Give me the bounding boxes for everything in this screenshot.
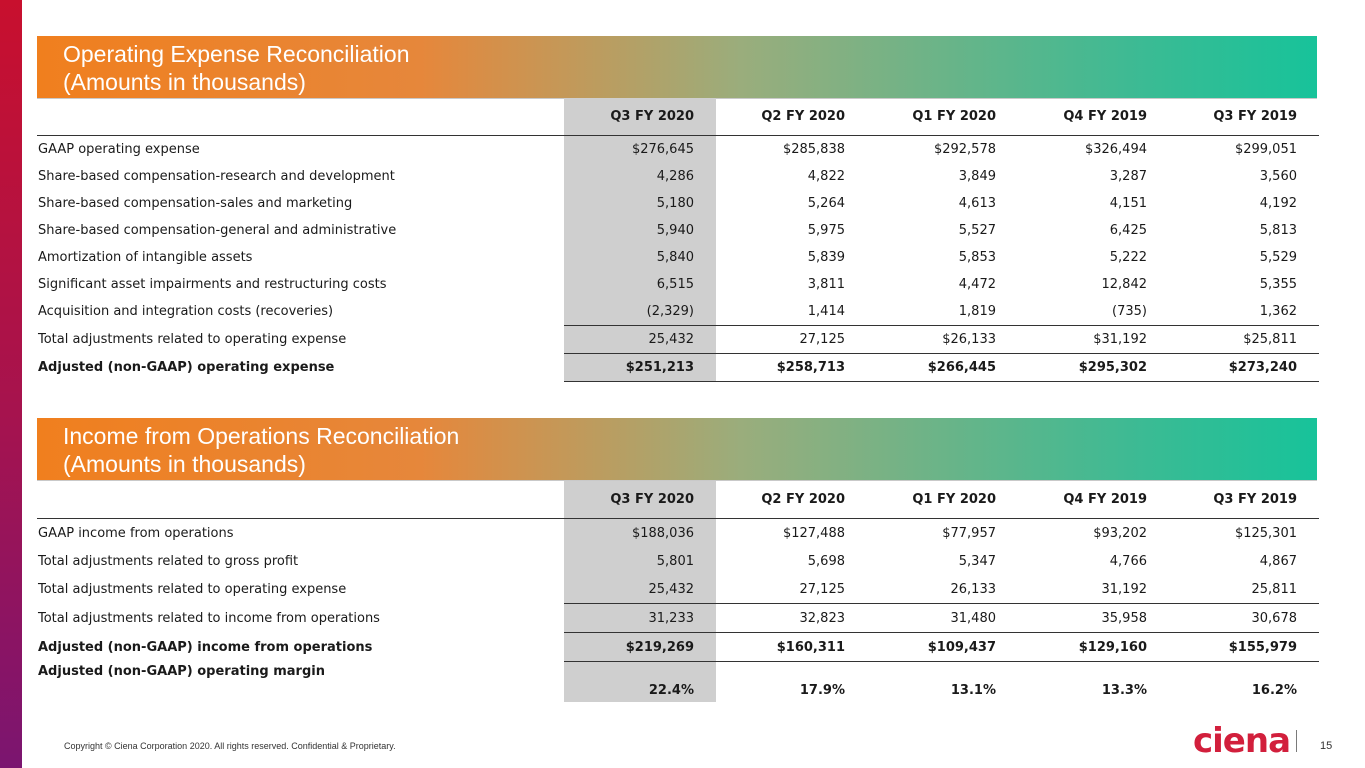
table-row — [37, 217, 1319, 244]
row-value: 4,822 — [807, 169, 845, 184]
copyright-text: Copyright © Ciena Corporation 2020. All rights reserved. Confidential & Proprietary. — [64, 741, 396, 751]
row-value: $188,036 — [564, 519, 716, 548]
row-value: 5,355 — [1259, 277, 1297, 292]
table-row — [37, 163, 1319, 190]
row-value: 5,813 — [1259, 223, 1297, 238]
opex-header-row — [37, 98, 1319, 136]
income-col-header: Q2 FY 2020 — [716, 481, 867, 519]
row-value: 5,839 — [807, 250, 845, 265]
table-row — [37, 136, 1319, 164]
left-accent-bar — [0, 0, 22, 768]
row-value: $285,838 — [782, 142, 845, 157]
row-value: $326,494 — [1084, 142, 1147, 157]
row-value: $31,192 — [1018, 326, 1169, 354]
row-value: 3,811 — [807, 277, 845, 292]
row-value: 4,472 — [958, 277, 996, 292]
row-label: Amortization of intangible assets — [38, 250, 253, 265]
row-label: GAAP income from operations — [38, 525, 234, 541]
income-title-line2: (Amounts in thousands) — [63, 451, 306, 477]
row-value: 5,975 — [807, 223, 845, 238]
row-value: $25,811 — [1169, 326, 1319, 354]
row-label: Share-based compensation-general and administrative — [38, 223, 397, 238]
row-value: 31,233 — [564, 604, 716, 633]
income-reconciliation-table — [37, 481, 1319, 702]
opex-section-banner — [37, 36, 1317, 99]
row-value: 13.3% — [1101, 682, 1147, 698]
row-value: 27,125 — [716, 326, 867, 354]
row-value: 12,842 — [1101, 277, 1147, 292]
opex-col-header: Q2 FY 2020 — [716, 98, 867, 136]
row-value: $125,301 — [1234, 525, 1297, 541]
table-row — [37, 298, 1319, 326]
row-label: Adjusted (non-GAAP) operating expense — [38, 360, 335, 375]
opex-header-label — [37, 98, 564, 136]
row-value: (2,329) — [564, 298, 716, 326]
table-row-margin — [37, 662, 1319, 702]
row-value: 22.4% — [564, 662, 716, 702]
row-value: $127,488 — [782, 525, 845, 541]
income-header-row — [37, 481, 1319, 519]
row-value: 6,515 — [564, 271, 716, 298]
row-label: Acquisition and integration costs (recoveries) — [38, 304, 334, 320]
row-value: 30,678 — [1169, 604, 1319, 633]
row-value: 25,811 — [1251, 581, 1297, 597]
row-value: $77,957 — [942, 525, 996, 541]
table-row — [37, 271, 1319, 298]
row-value: $295,302 — [1018, 354, 1169, 382]
table-row — [37, 575, 1319, 604]
row-value: 3,849 — [958, 169, 996, 184]
row-value: 13.1% — [950, 682, 996, 698]
income-col-header: Q3 FY 2020 — [564, 481, 716, 519]
table-row-adjusted — [37, 354, 1319, 382]
opex-title-line1: Operating Expense Reconciliation — [63, 41, 410, 67]
row-value: 5,180 — [564, 190, 716, 217]
row-value: 5,940 — [564, 217, 716, 244]
row-value: 35,958 — [1018, 604, 1169, 633]
income-col-header: Q1 FY 2020 — [867, 481, 1018, 519]
page-number: 15 — [1320, 740, 1333, 752]
row-value: 5,527 — [958, 223, 996, 238]
row-label: Share-based compensation-sales and marketing — [38, 196, 353, 211]
row-value: 26,133 — [950, 581, 996, 597]
row-label: GAAP operating expense — [38, 142, 200, 157]
row-label: Share-based compensation-research and development — [38, 169, 395, 184]
row-label: Adjusted (non-GAAP) income from operations — [38, 639, 373, 655]
row-value: $266,445 — [867, 354, 1018, 382]
row-value: 27,125 — [799, 581, 845, 597]
opex-col-header: Q3 FY 2019 — [1169, 98, 1319, 136]
row-value: 3,560 — [1259, 169, 1297, 184]
row-value: $219,269 — [564, 633, 716, 662]
row-value: $109,437 — [867, 633, 1018, 662]
row-value: 4,286 — [564, 163, 716, 190]
opex-section-title — [63, 40, 409, 96]
table-row — [37, 547, 1319, 575]
row-value: $299,051 — [1234, 142, 1297, 157]
row-value: $155,979 — [1169, 633, 1319, 662]
row-value: 32,823 — [716, 604, 867, 633]
income-col-header: Q3 FY 2019 — [1169, 481, 1319, 519]
row-value: $258,713 — [716, 354, 867, 382]
row-value: $273,240 — [1169, 354, 1319, 382]
row-value: $292,578 — [933, 142, 996, 157]
row-value: 5,698 — [807, 553, 845, 569]
ciena-logo: ciena — [1193, 721, 1291, 761]
row-value: 4,192 — [1259, 196, 1297, 211]
row-value: 1,362 — [1259, 304, 1297, 319]
row-value: $26,133 — [867, 326, 1018, 354]
row-value: 4,867 — [1259, 553, 1297, 569]
row-value: $129,160 — [1018, 633, 1169, 662]
income-section-title — [63, 422, 459, 478]
row-value: $93,202 — [1093, 525, 1147, 541]
row-value: 16.2% — [1251, 682, 1297, 698]
table-row — [37, 519, 1319, 548]
row-value: 5,840 — [564, 244, 716, 271]
income-section-banner — [37, 418, 1317, 481]
opex-title-line2: (Amounts in thousands) — [63, 69, 306, 95]
row-label: Significant asset impairments and restructuring costs — [38, 277, 387, 292]
row-label: Total adjustments related to operating expense — [38, 581, 347, 597]
row-value: 5,222 — [1109, 250, 1147, 265]
row-value: $251,213 — [564, 354, 716, 382]
table-row-adjusted — [37, 633, 1319, 662]
row-value: 31,480 — [867, 604, 1018, 633]
row-value: 1,819 — [958, 304, 996, 319]
row-value: 5,529 — [1259, 250, 1297, 265]
row-value: 5,347 — [958, 553, 996, 569]
row-value: 25,432 — [564, 326, 716, 354]
row-value: 31,192 — [1101, 581, 1147, 597]
row-value: 4,766 — [1109, 553, 1147, 569]
row-value: $276,645 — [564, 136, 716, 164]
row-value: 4,613 — [958, 196, 996, 211]
table-row-total — [37, 326, 1319, 354]
row-label: Adjusted (non-GAAP) operating margin — [38, 663, 325, 679]
income-header-label — [37, 481, 564, 519]
income-title-line1: Income from Operations Reconciliation — [63, 423, 460, 449]
row-value: 6,425 — [1109, 223, 1147, 238]
opex-col-header: Q3 FY 2020 — [564, 98, 716, 136]
row-label: Total adjustments related to gross profit — [38, 553, 299, 569]
opex-col-header: Q1 FY 2020 — [867, 98, 1018, 136]
row-value: 25,432 — [564, 575, 716, 604]
footer-divider — [1296, 730, 1297, 752]
row-value: $160,311 — [716, 633, 867, 662]
row-value: 5,853 — [958, 250, 996, 265]
row-value: 17.9% — [799, 682, 845, 698]
table-row-total — [37, 604, 1319, 633]
opex-reconciliation-table — [37, 98, 1319, 382]
row-label: Total adjustments related to operating expense — [38, 332, 347, 347]
row-value: (735) — [1112, 304, 1147, 319]
opex-col-header: Q4 FY 2019 — [1018, 98, 1169, 136]
table-row — [37, 244, 1319, 271]
row-value: 5,801 — [564, 547, 716, 575]
row-value: 1,414 — [807, 304, 845, 319]
table-row — [37, 190, 1319, 217]
income-col-header: Q4 FY 2019 — [1018, 481, 1169, 519]
row-label: Total adjustments related to income from operations — [38, 610, 380, 626]
row-value: 3,287 — [1109, 169, 1147, 184]
row-value: 4,151 — [1109, 196, 1147, 211]
row-value: 5,264 — [807, 196, 845, 211]
